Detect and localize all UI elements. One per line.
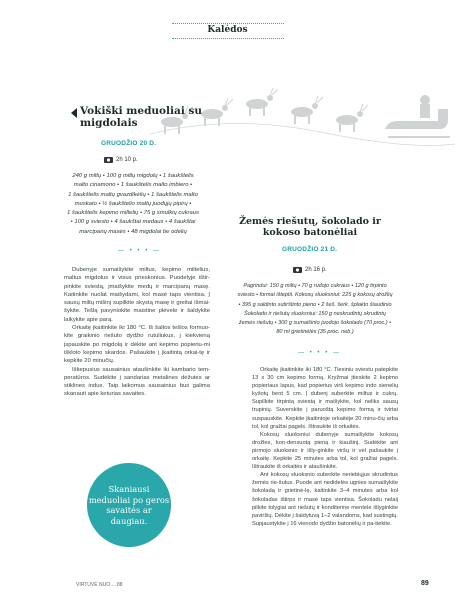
callout-bubble [87, 463, 171, 547]
section-title: Kalėdos [207, 25, 248, 35]
header-rule-top [172, 23, 284, 24]
triangle-bullet-icon [69, 107, 79, 119]
step-paragraph: Ant kokosų sluoksnio suberkite neriebiųjus skrudintus žemės rie-šutus. Puode ant nedidelės ugnies sumaišykite šokoladą ir grietinė-lę, kaitinkite 3–4 minutes arba kol šokoladas ištirps ir masė taps vientisa. Šokoladu nelaiį pilkite tolygiai ant riešutų ir konditerine mentele išlyginkite paviršių. Dėkite į šaldytuvą 1–2 valandoms, kad sustingtų. Supjaustykite į 16 vienodo dydžio batonėlių ir pa-tiekite. [252, 472, 398, 527]
left-recipe-title: Vokiški meduoliai su migdolais [80, 105, 203, 129]
ingredient-line: Pagrindui: 150 g miltų • 70 g rudojo cukraus • 120 g tirpinto [243, 283, 387, 289]
ingredient-line: žemės riešutų • 300 g sumaišinto juodojo šokolado (70 proc.) • [238, 320, 392, 327]
ingredient-line: sviesto • formai išteptii. Kokosų sluoksniui: 225 g kokosų drožlių [237, 292, 393, 299]
step-paragraph: Orkaitę įkaitinkite iki 180 °C. Tiesiniu sviestu patepkite 13 x 30 cm kepimo formą. Kryžmai įtieskite 2 kepimo popieriaus lapus, kad popierius virš kepimo indo sienelių kyšotų bent 5 cm. Į dubenį suberkite miltus ir cukrų. Supilkite tirpintą sviestą ir maišykite, kol neliks sausų trupinių. Suverskite į paruoštą kepimo formą ir tvirtai suspauskite. Kepkite įkaitintoje orkaitėje 20 minu-čių arba tol, kol gražiai pagels. Ištraukite iš orkaitės. [252, 367, 398, 430]
left-recipe-steps [64, 266, 210, 399]
ingredient-line: 80 ml grietinėlės (35 proc. rieb.) [276, 329, 354, 336]
right-recipe-portion-text: 2h 16 p. [305, 266, 327, 273]
step-paragraph: Orkaitę įkaitinkite iki 180 °C. Iš šaltos tešlos formuo-kite graikinio riešuto dydžio rutuliukus, į kiekvieną įspauskite po migdolą ir dėkite ant kepimo popieriu-mi iškloto kepimo skardos. Pašaukite į įkaitintą orkai-tę ir kepkite 20 minučių. [64, 325, 210, 365]
header-rule-bottom [172, 38, 284, 39]
left-recipe-portion-text: 2h 10 p. [116, 156, 138, 163]
callout-text: Skaniausi meduoliai po geros savaitės ar daugiau. [88, 484, 170, 526]
ingredient-line: malto cinamono • 1 šaukštelis malto imbiero • [73, 182, 193, 189]
left-recipe-ingredients [38, 172, 228, 237]
separator: — • • • — [298, 350, 341, 356]
ingredient-line: Šokolado ir riešutų sluoksniui: 150 g neskrudintų skrudintų [244, 310, 386, 317]
ingredient-line: 240 g miltų • 100 g miltų migdolų • 1 šaukštelis [72, 173, 194, 179]
step-paragraph: Iškepusius sausainius ataušinkite iki kambario tem-peratūros. Sudėkite į sandarias metalines dėžutes ar stiklines indus. Taip laikomus sausainius bus galima skanauti apie keturias savaites. [64, 366, 210, 398]
left-recipe-portion [104, 156, 138, 163]
right-recipe-portion [293, 266, 327, 273]
camera-icon [104, 156, 113, 163]
right-recipe-steps [252, 366, 398, 528]
right-recipe-ingredients [230, 282, 400, 338]
camera-icon [293, 266, 302, 273]
right-recipe-date: GRUODŽIO 21 D. [282, 246, 338, 253]
ingredient-line: • 100 g sviesto • 4 šaukštai medaus • 4 šaukštai [70, 219, 196, 226]
ingredient-line: muskato • ½ šaukštelio maltų juodųjų pipirų • [74, 200, 192, 207]
ingredient-line: • 395 g saldinto sutirštinto pieno • 2 šeš. šerk. šplakto šiaudinio [238, 301, 392, 308]
ingredient-line: marcipanų masės • 48 migdolai be odelių [79, 228, 187, 235]
left-recipe-date: GRUODŽIO 20 D. [101, 140, 157, 147]
separator: — • • • — [118, 248, 161, 254]
step-paragraph: Dubenyje sumaišykite miltus, kepimo miltelius, maltus migdolus ir visus prieskonius. Puodelyje ištir-pinkite sviestą, įmaišykite medų ir marcipanų masę. Kaitinkite nuolat maišydami, kol masė taps vientisa. Į sausų miltų mišinį supilkite skystą masę ir greitai išmai-šykite. Tešlą pavyniokite maistine plėvele ir šaldykite laikykite apie parą. [64, 267, 210, 323]
right-recipe-title: Žemės riešutų, šokolado ir kokoso batonėliai [239, 216, 381, 238]
footer-running-title: VIRTUVĖ NUO ... 88 [76, 582, 123, 588]
page-number: 89 [421, 580, 429, 587]
reindeer-sleigh-illustration [150, 74, 455, 184]
ingredient-line: 1 šaukštelis kepimo miltelių • 75 g smulkių cukraus [66, 210, 200, 217]
ingredient-line: 1 šaukštelis maltų gvazdikėlių • 1 šaukštelis malto [68, 191, 198, 198]
step-paragraph: Kokosų sluoksniui dubenyje sumaišykite kokosų drožles, kon-densuotą pieną ir kiaušinį. Sudėkite ant pirmojo sluoksnio ir išly-ginkite viršų ir vėl pašaukite į orkaitę. Kepkite 25 minutes arba tol, kol gražiai pagels. Ištraukite iš orkaitės ir ataušinkite. [252, 431, 398, 471]
